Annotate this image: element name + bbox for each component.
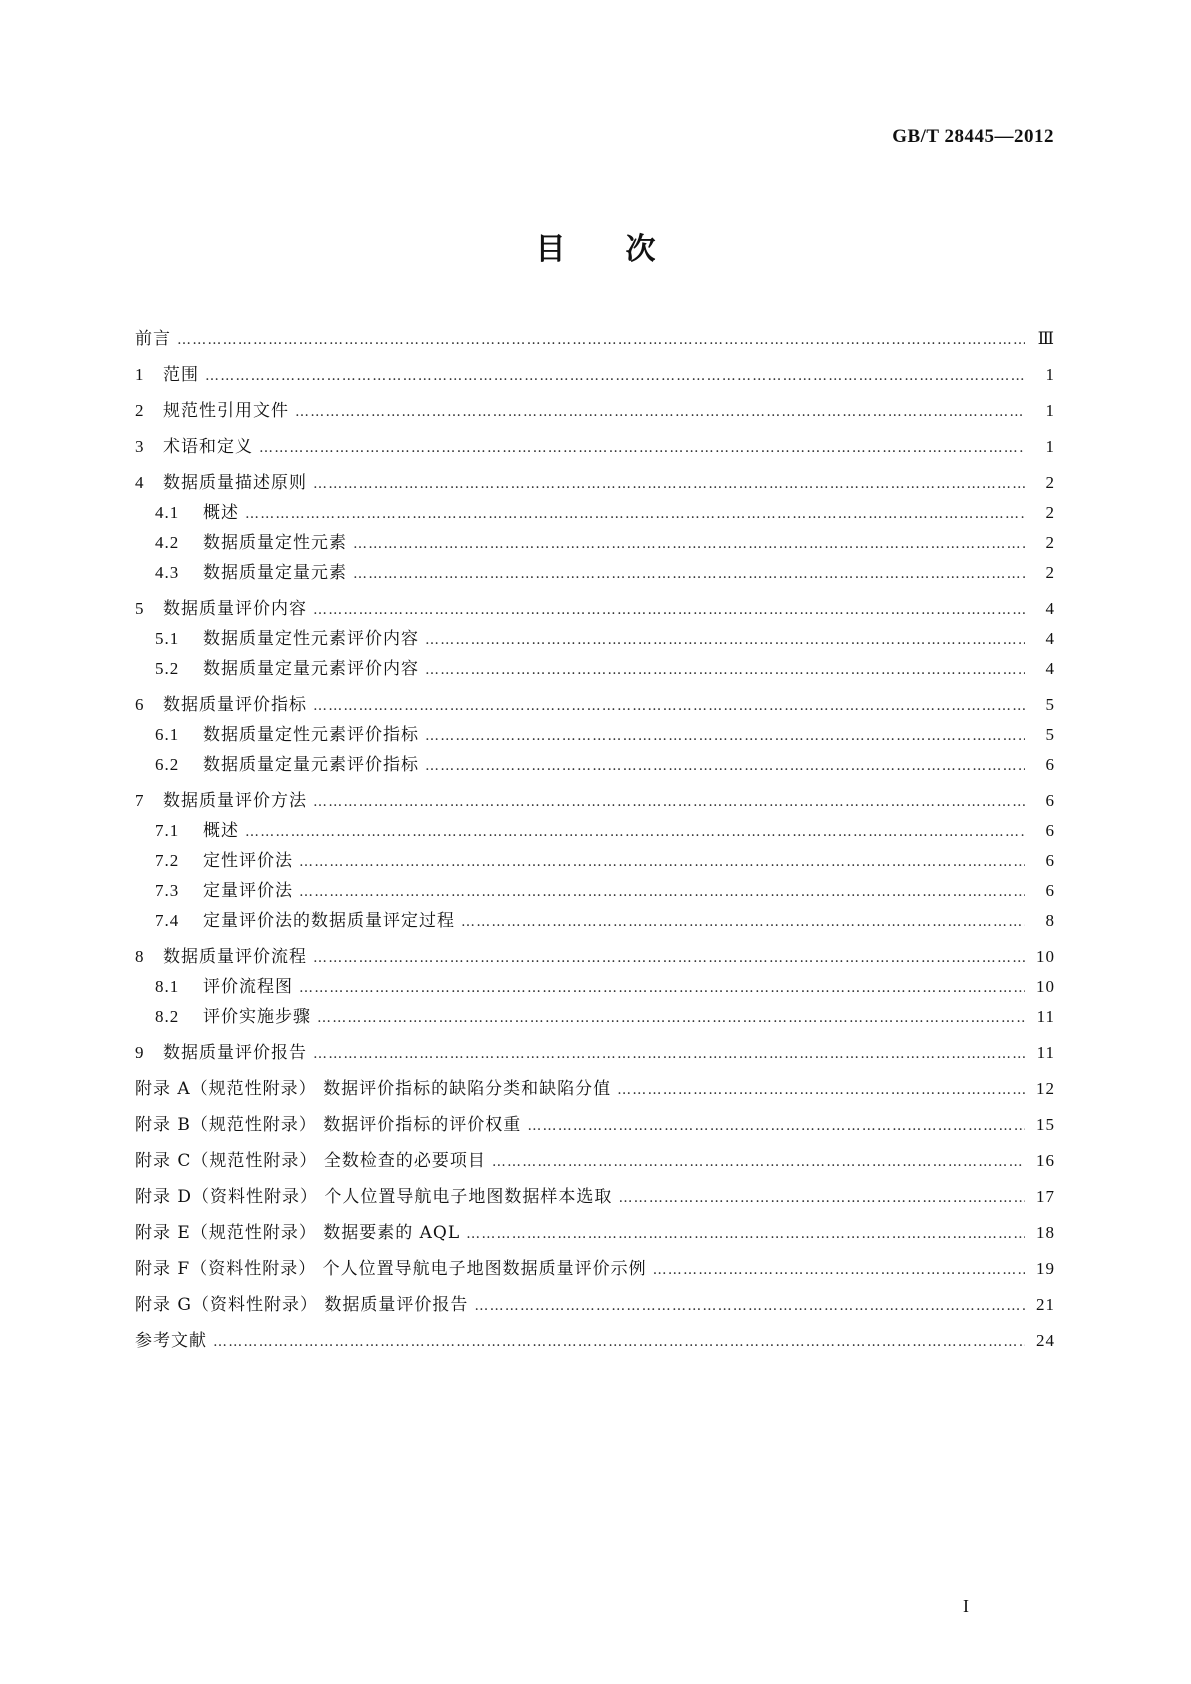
page-number: I [963, 1596, 969, 1616]
toc-entry-page: 2 [1045, 533, 1055, 552]
toc-entry-page: 12 [1036, 1079, 1055, 1098]
toc-entry-page: 24 [1036, 1331, 1055, 1350]
toc-entry[interactable] [135, 498, 1055, 528]
toc-leader-dots [245, 499, 1025, 529]
toc-entry-number: 3 [135, 437, 145, 456]
toc-entry-page: 11 [1036, 1043, 1055, 1062]
toc-leader-dots [425, 625, 1025, 655]
toc-entry[interactable] [135, 1038, 1055, 1068]
toc-leader-dots [461, 907, 1025, 937]
toc-entry[interactable] [135, 1326, 1055, 1356]
toc-leader-dots [492, 1147, 1025, 1177]
toc-entry-label: 数据质量评价内容 [163, 599, 307, 619]
toc-leader-dots [425, 721, 1025, 751]
toc-leader-dots [313, 595, 1025, 625]
toc-entry-page: 6 [1045, 881, 1055, 900]
toc-leader-dots [353, 529, 1025, 559]
toc-entry[interactable] [135, 786, 1055, 816]
toc-entry[interactable] [135, 396, 1055, 426]
toc-leader-dots [474, 1291, 1025, 1321]
toc-entry[interactable] [135, 1002, 1055, 1032]
toc-entry-label: 数据质量定性元素评价指标 [203, 725, 419, 745]
toc-entry[interactable] [135, 972, 1055, 1002]
toc-entry[interactable] [135, 624, 1055, 654]
toc-entry[interactable] [135, 324, 1055, 354]
toc-leader-dots [205, 361, 1025, 391]
toc-entry[interactable] [135, 846, 1055, 876]
toc-leader-dots [317, 1003, 1025, 1033]
toc-leader-dots [618, 1183, 1025, 1213]
toc-entry-label: 数据质量评价报告 [163, 1043, 307, 1063]
toc-entry-label: 数据质量定性元素评价内容 [203, 629, 419, 649]
toc-entry-page: 6 [1045, 791, 1055, 810]
toc-entry-number: 6 [135, 695, 145, 714]
toc-leader-dots [299, 847, 1025, 877]
toc-entry-number: 7.3 [155, 881, 180, 900]
toc-entry-number: 8.2 [155, 1007, 180, 1026]
toc-entry-label: 数据质量定量元素 [203, 563, 347, 583]
toc-entry-label: 附录 B（规范性附录） 数据评价指标的评价权重 [135, 1115, 522, 1135]
toc-entry-label: 数据质量评价流程 [163, 947, 307, 967]
toc-entry-page: 1 [1045, 401, 1055, 420]
toc-entry-page: 6 [1045, 851, 1055, 870]
toc-entry-page: 21 [1036, 1295, 1055, 1314]
toc-leader-dots [299, 973, 1025, 1003]
toc-entry[interactable] [135, 1182, 1055, 1212]
toc-entry[interactable] [135, 654, 1055, 684]
toc-entry-number: 4.2 [155, 533, 180, 552]
toc-entry-label: 数据质量定量元素评价内容 [203, 659, 419, 679]
toc-entry[interactable] [135, 1074, 1055, 1104]
toc-entry-number: 4 [135, 473, 145, 492]
toc-entry-page: 4 [1045, 599, 1055, 618]
toc-entry-number: 7.1 [155, 821, 180, 840]
toc-entry-label: 术语和定义 [163, 437, 253, 457]
toc-entry-number: 6.2 [155, 755, 180, 774]
toc-entry-page: 1 [1045, 437, 1055, 456]
toc-entry[interactable] [135, 1290, 1055, 1320]
toc-entry-page: 6 [1045, 755, 1055, 774]
toc-entry-page: 2 [1045, 563, 1055, 582]
toc-entry-label: 附录 D（资料性附录） 个人位置导航电子地图数据样本选取 [135, 1187, 613, 1207]
toc-entry-label: 数据质量描述原则 [163, 473, 307, 493]
toc-entry[interactable] [135, 690, 1055, 720]
toc-leader-dots [259, 433, 1025, 463]
toc-leader-dots [353, 559, 1025, 589]
toc-entry[interactable] [135, 468, 1055, 498]
table-of-contents [135, 324, 1055, 1356]
toc-entry-label: 定量评价法 [203, 881, 293, 901]
toc-entry-label: 附录 F（资料性附录） 个人位置导航电子地图数据质量评价示例 [135, 1259, 647, 1279]
toc-entry-label: 概述 [203, 821, 239, 841]
page-title: 目次 [535, 232, 716, 267]
toc-entry-number: 5.1 [155, 629, 180, 648]
toc-entry[interactable] [135, 528, 1055, 558]
toc-entry-number: 9 [135, 1043, 145, 1062]
toc-entry[interactable] [135, 432, 1055, 462]
toc-entry[interactable] [135, 906, 1055, 936]
toc-entry-number: 5.2 [155, 659, 180, 678]
toc-leader-dots [245, 817, 1025, 847]
toc-leader-dots [527, 1111, 1025, 1141]
toc-entry[interactable] [135, 720, 1055, 750]
toc-entry-page: 4 [1045, 629, 1055, 648]
toc-entry-page: 18 [1036, 1223, 1055, 1242]
toc-entry-page: 1 [1045, 365, 1055, 384]
toc-entry-page: 6 [1045, 821, 1055, 840]
toc-entry-page: 17 [1036, 1187, 1055, 1206]
toc-entry-page: 10 [1036, 977, 1055, 996]
toc-entry-page: 8 [1045, 911, 1055, 930]
toc-entry-number: 6.1 [155, 725, 180, 744]
toc-entry-page: 2 [1045, 473, 1055, 492]
toc-entry-page: 19 [1036, 1259, 1055, 1278]
toc-entry-label: 概述 [203, 503, 239, 523]
toc-leader-dots [425, 655, 1025, 685]
toc-entry[interactable] [135, 1218, 1055, 1248]
toc-leader-dots [313, 691, 1025, 721]
standard-code: GB/T 28445—2012 [892, 126, 1054, 147]
toc-entry[interactable] [135, 942, 1055, 972]
toc-entry-label: 评价流程图 [203, 977, 293, 997]
toc-entry[interactable] [135, 816, 1055, 846]
toc-entry-page: 11 [1036, 1007, 1055, 1026]
toc-leader-dots [653, 1255, 1025, 1285]
toc-entry[interactable] [135, 1254, 1055, 1284]
toc-entry-number: 8 [135, 947, 145, 966]
toc-leader-dots [425, 751, 1025, 781]
toc-entry-number: 5 [135, 599, 145, 618]
toc-entry-number: 7.4 [155, 911, 180, 930]
toc-leader-dots [617, 1075, 1025, 1105]
toc-entry[interactable] [135, 594, 1055, 624]
toc-entry-page: 5 [1045, 725, 1055, 744]
toc-entry-label: 范围 [163, 365, 199, 385]
toc-leader-dots [313, 787, 1025, 817]
toc-leader-dots [299, 877, 1025, 907]
toc-entry[interactable] [135, 750, 1055, 780]
toc-entry[interactable] [135, 360, 1055, 390]
toc-entry-number: 8.1 [155, 977, 180, 996]
toc-entry-label: 附录 G（资料性附录） 数据质量评价报告 [135, 1295, 469, 1315]
toc-entry[interactable] [135, 558, 1055, 588]
toc-entry-label: 规范性引用文件 [163, 401, 289, 421]
toc-entry-label: 附录 A（规范性附录） 数据评价指标的缺陷分类和缺陷分值 [135, 1079, 612, 1099]
toc-entry[interactable] [135, 1146, 1055, 1176]
toc-entry-label: 数据质量定性元素 [203, 533, 347, 553]
toc-entry-number: 1 [135, 365, 145, 384]
toc-leader-dots [177, 325, 1025, 355]
toc-entry-label: 前言 [135, 329, 171, 349]
toc-entry-label: 定性评价法 [203, 851, 293, 871]
toc-entry-page: 5 [1045, 695, 1055, 714]
toc-entry-page: Ⅲ [1037, 329, 1055, 348]
toc-entry-label: 附录 C（规范性附录） 全数检查的必要项目 [135, 1151, 486, 1171]
toc-entry-label: 附录 E（规范性附录） 数据要素的 AQL [135, 1223, 461, 1243]
toc-leader-dots [313, 469, 1025, 499]
toc-leader-dots [213, 1327, 1025, 1357]
toc-entry-label: 数据质量评价指标 [163, 695, 307, 715]
toc-entry-page: 10 [1036, 947, 1055, 966]
toc-entry-label: 定量评价法的数据质量评定过程 [203, 911, 455, 931]
toc-entry-label: 评价实施步骤 [203, 1007, 311, 1027]
toc-leader-dots [466, 1219, 1025, 1249]
toc-entry-page: 15 [1036, 1115, 1055, 1134]
toc-entry-number: 4.3 [155, 563, 180, 582]
toc-entry[interactable] [135, 876, 1055, 906]
toc-leader-dots [295, 397, 1025, 427]
toc-entry-number: 7.2 [155, 851, 180, 870]
toc-entry-number: 7 [135, 791, 145, 810]
toc-entry-number: 2 [135, 401, 145, 420]
toc-leader-dots [313, 943, 1025, 973]
toc-entry-label: 参考文献 [135, 1331, 207, 1351]
toc-entry-label: 数据质量评价方法 [163, 791, 307, 811]
toc-leader-dots [313, 1039, 1025, 1069]
toc-entry-page: 4 [1045, 659, 1055, 678]
toc-entry[interactable] [135, 1110, 1055, 1140]
toc-entry-page: 16 [1036, 1151, 1055, 1170]
toc-entry-page: 2 [1045, 503, 1055, 522]
toc-entry-number: 4.1 [155, 503, 180, 522]
toc-entry-label: 数据质量定量元素评价指标 [203, 755, 419, 775]
